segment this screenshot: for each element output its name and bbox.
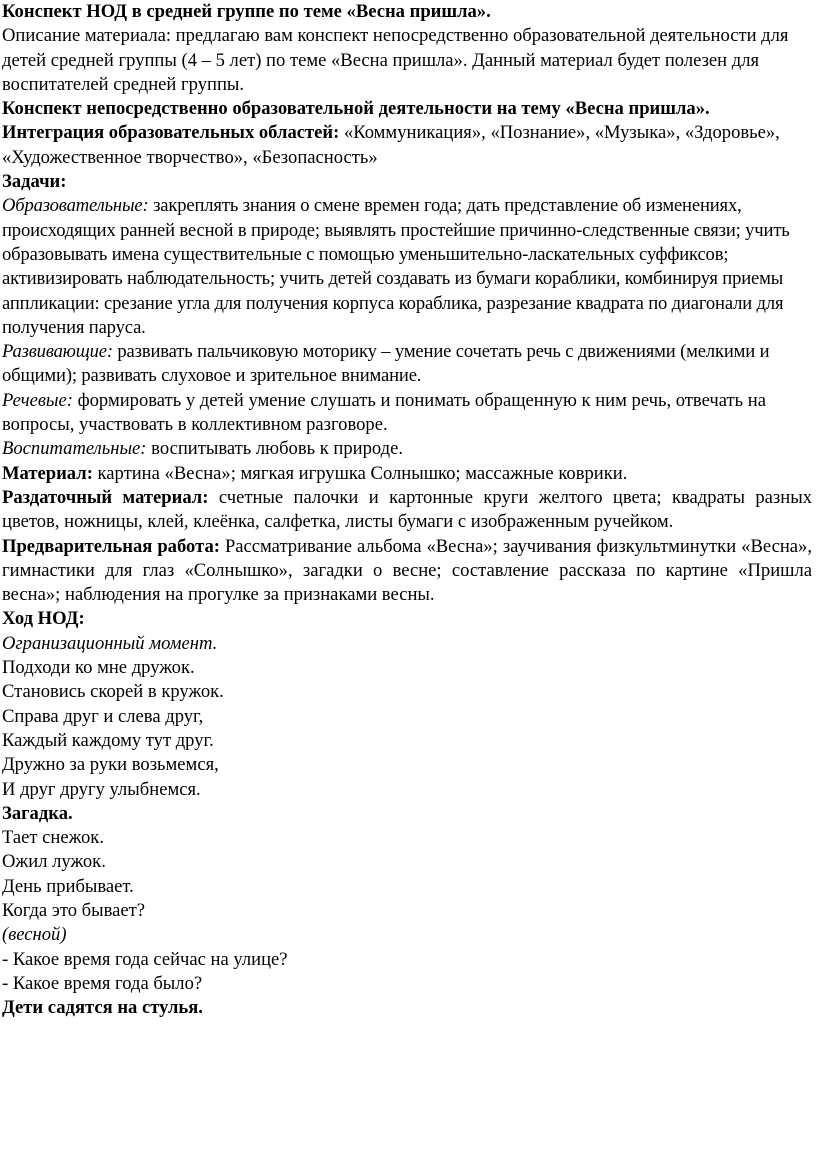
riddle-line: Ожил лужок. (2, 851, 106, 873)
task-text: воспитывать любовь к природе. (146, 438, 404, 460)
handout-paragraph (2, 486, 812, 535)
org-moment-heading: Огранизационный момент. (2, 632, 218, 654)
poem-line: Становись скорей в кружок. (2, 681, 224, 703)
poem-line: Дружно за руки возьмемся, (2, 754, 219, 776)
preliminary-text: Рассматривание альбома «Весна»; заучивания физкультминутки «Весна», гимнастики для глаз «Солнышко», загадки о весне; составление рассказа по картине «Пришла весна»; наблюдения на прогулке за признаками весны. (2, 535, 812, 606)
final-line: Дети садятся на стулья. (2, 997, 203, 1019)
material-text: картина «Весна»; мягкая игрушка Солнышко; массажные коврики. (92, 462, 628, 484)
question-line: - Какое время года сейчас на улице? (2, 948, 288, 970)
integration-text: «Коммуникация», «Познание», «Музыка», «Здоровье», «Художественное творчество», «Безопасность» (2, 122, 780, 168)
document-subtitle: Конспект непосредственно образовательной деятельности на тему «Весна пришла». (2, 98, 710, 120)
material-label: Материал: (2, 462, 93, 484)
riddle-heading: Загадка. (2, 802, 73, 824)
poem-line: И друг другу улыбнемся. (2, 778, 201, 800)
tasks-heading: Задачи: (2, 171, 67, 193)
task-developing (2, 340, 812, 389)
riddle-line: Когда это бывает? (2, 899, 146, 921)
task-label: Развивающие: (2, 341, 113, 363)
task-upbringing (2, 437, 812, 461)
task-text: формировать у детей умение слушать и понимать обращенную к ним речь, отвечать на вопросы, участвовать в коллективном разговоре. (2, 389, 766, 436)
poem-line: Справа друг и слева друг, (2, 705, 204, 727)
course-heading: Ход НОД: (2, 608, 85, 630)
task-speech (2, 389, 812, 438)
task-text: развивать пальчиковую моторику – умение сочетать речь с движениями (мелкими и общими); развивать слуховое и зрительное внимание. (2, 341, 770, 387)
poem-line: Каждый каждому тут друг. (2, 729, 214, 751)
preliminary-paragraph (2, 535, 812, 608)
riddle-answer: (весной) (2, 924, 67, 946)
task-label: Образовательные: (2, 195, 149, 217)
riddle-line: Тает снежок. (2, 827, 104, 849)
integration-paragraph (2, 121, 812, 170)
handout-text: счетные палочки и картонные круги желтого цвета; квадраты разных цветов, ножницы, клей, клеёнка, салфетка, листы бумаги с изображенным ручейком. (2, 486, 812, 533)
task-label: Воспитательные: (2, 438, 147, 460)
handout-label: Раздаточный материал: (2, 486, 209, 508)
document-title: Конспект НОД в средней группе по теме «Весна пришла». (2, 1, 491, 22)
integration-label: Интеграция образовательных областей: (2, 122, 340, 144)
preliminary-label: Предварительная работа: (2, 535, 220, 557)
material-description: Описание материала: предлагаю вам конспект непосредственно образовательной деятельности для детей средней группы (4 – 5 лет) по теме «Весна пришла». Данный материал будет полезен для воспитателей средней группы. (2, 25, 789, 95)
task-educational (2, 194, 812, 340)
task-label: Речевые: (2, 389, 73, 411)
poem-line: Подходи ко мне дружок. (2, 657, 195, 679)
task-text: закреплять знания о смене времен года; дать представление об изменениях, происходящих ранней весной в природе; выявлять простейшие причинно-следственные связи; учить образовывать имена существительные с помощью уменьшительно-ласкательных суффиксов; активизировать наблюдательность; учить детей создавать из бумаги кораблики, комбинируя приемы аппликации: срезание угла для получения корпуса кораблика, разрезание квадрата по диагонали для получения паруса. (2, 195, 790, 338)
riddle-line: День прибывает. (2, 875, 134, 897)
question-line: - Какое время года было? (2, 972, 203, 994)
material-paragraph (2, 462, 812, 486)
